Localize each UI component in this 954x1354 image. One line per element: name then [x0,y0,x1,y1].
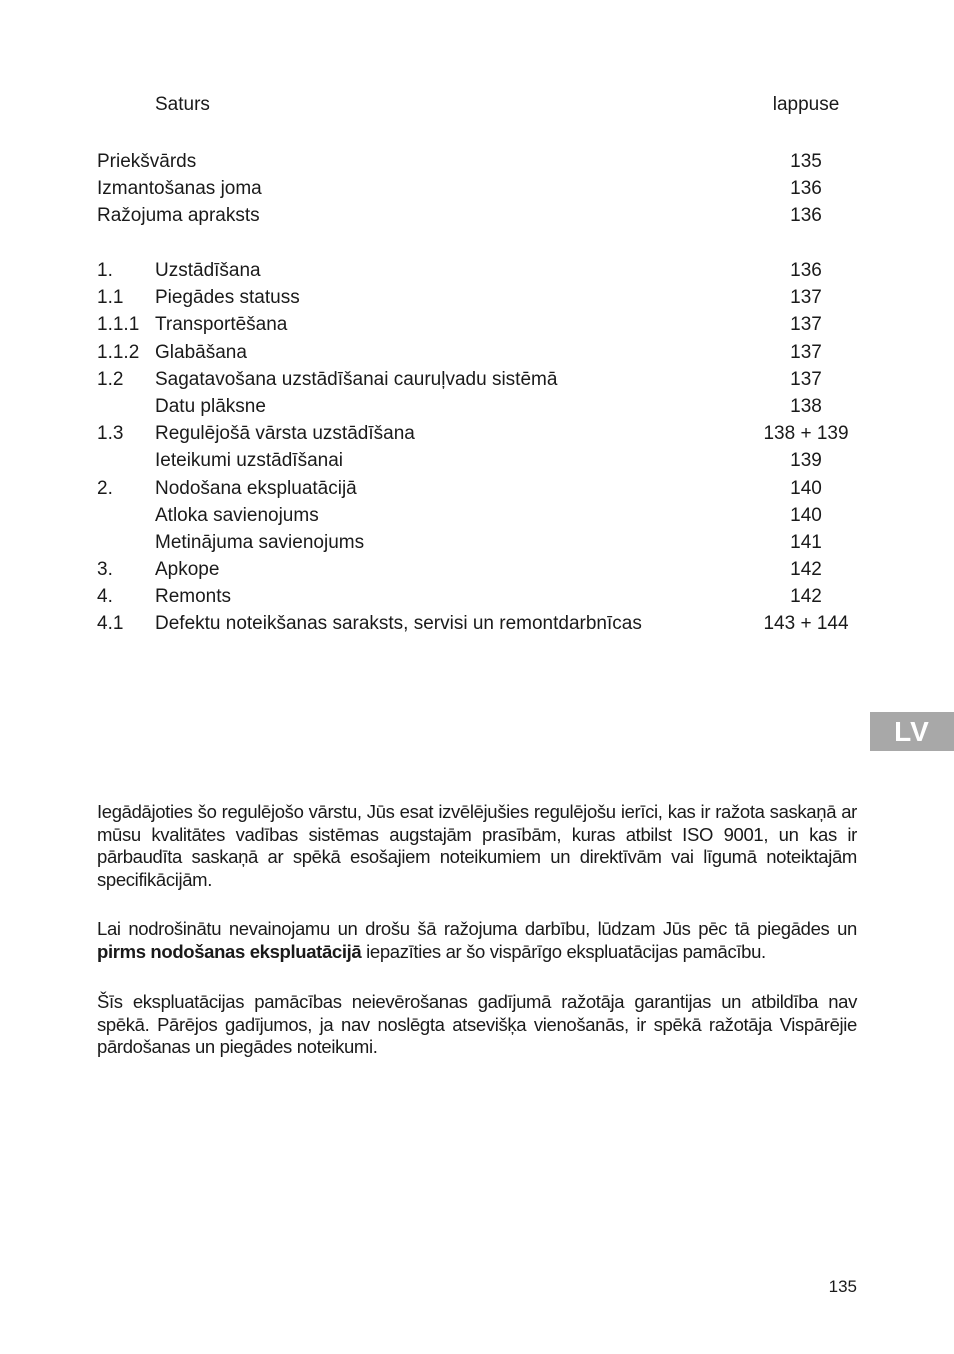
safety-paragraph [97,918,857,963]
toc-entry-title: Ieteikumi uzstādīšanai [155,450,343,472]
toc-entry-title: Glabāšana [155,341,247,363]
toc-entry [0,529,954,556]
toc-header [0,94,954,120]
safety-paragraph-end: iepazīties ar šo vispārīgo ekspluatācijas pamācību. [361,940,766,962]
toc-entry-title: Atloka savienojums [155,504,319,526]
toc-entry [0,257,954,284]
toc-entry-number: 4.1 [97,613,124,635]
toc-entry-page: 137 [790,314,822,336]
toc-heading: Saturs [155,94,210,115]
toc-entry-page: 143 + 144 [763,613,849,635]
toc-entry-number: 1. [97,260,113,281]
toc-entry-page: 137 [790,341,822,363]
toc-entry-page: 140 [790,504,822,526]
toc-entry-page: 137 [790,287,822,309]
toc-entry-number: 1.1.2 [97,341,140,363]
toc-entry-title: Nodošana ekspluatācijā [155,477,357,499]
toc-sections-list [0,257,954,638]
toc-entry [0,610,954,637]
toc-entry-title: Uzstādīšana [155,260,261,281]
toc-entry-number: 3. [97,559,113,581]
intro-paragraph: Iegādājoties šo regulējošo vārstu, Jūs esat izvēlējušies regulējošu ierīci, kas ir ražota saskaņā ar mūsu kvalitātes vadības sistēmas augstajām prasībām, kuras atbilst ISO 9001, un kas ir pārbaudīta saskaņā ar spēkā esošajiem noteikumiem un direktīvām vai līgumā noteiktajām specifikācijām. [97,801,857,890]
toc-entry [0,148,954,175]
toc-entry [0,311,954,338]
toc-entry-page: 136 [790,178,822,200]
toc-entry-page: 137 [790,368,822,390]
toc-entry [0,366,954,393]
toc-entry-page: 135 [790,151,822,172]
toc-entry-title: Datu plāksne [155,395,266,417]
toc-entry [0,447,954,474]
toc-entry [0,339,954,366]
toc-entry-page: 136 [790,260,822,281]
safety-paragraph-start: Lai nodrošinātu nevainojamu un drošu šā ražojuma darbību, lūdzam Jūs pēc tā piegādes un [97,918,857,939]
toc-entry [0,175,954,202]
toc-entry-page: 142 [790,586,822,608]
toc-entry-page: 136 [790,205,822,227]
language-tab: LV [870,712,954,751]
toc-entry-number: 2. [97,477,113,499]
toc-entry-page: 138 [790,395,822,417]
toc-entry-title: Sagatavošana uzstādīšanai cauruļvadu sistēmā [155,368,558,390]
toc-entry [0,556,954,583]
toc-entry-title: Defektu noteikšanas saraksts, servisi un remontdarbnīcas [155,613,642,635]
toc-entry-title: Apkope [155,559,220,581]
toc-entry-title: Remonts [155,586,232,608]
toc-entry-title: Regulējošā vārsta uzstādīšana [155,423,415,445]
toc-entry-number: 1.1 [97,287,124,309]
safety-paragraph-emphasis: pirms nodošanas ekspluatācijā [97,940,362,962]
toc-entry-title: Transportēšana [155,314,288,336]
toc-entry-title: Ražojuma apraksts [97,205,260,227]
toc-entry-page: 140 [790,477,822,499]
page-number: 135 [828,1277,857,1296]
toc-entry-title: Priekšvārds [97,151,197,172]
toc-entry-number: 4. [97,586,113,608]
warranty-paragraph: Šīs ekspluatācijas pamācības neievērošanas gadījumā ražotāja garantijas un atbildība nav spēkā. Pārējos gadījumos, ja nav noslēgta atsevišķa vienošanās, ir spēkā ražotāja Vispārējie pārdošanas un piegādes noteikumi. [97,991,857,1058]
toc-entry-title: Piegādes statuss [155,287,300,309]
toc-entry [0,202,954,229]
toc-entry-number: 1.3 [97,423,124,445]
toc-entry-number: 1.1.1 [97,314,140,336]
toc-entry [0,475,954,502]
toc-entry-number: 1.2 [97,368,124,390]
toc-entry-page: 142 [790,559,822,581]
toc-page-heading: lappuse [772,94,840,115]
toc-entry [0,284,954,311]
toc-entry-page: 138 + 139 [763,423,849,445]
toc-entry-title: Metinājuma savienojums [155,531,365,553]
toc-entry [0,420,954,447]
toc-entry [0,393,954,420]
toc-entry-title: Izmantošanas joma [97,178,262,200]
toc-intro-list [0,148,954,230]
toc-entry [0,502,954,529]
toc-entry-page: 139 [790,450,822,472]
toc-entry-page: 141 [790,531,822,553]
toc-entry [0,583,954,610]
